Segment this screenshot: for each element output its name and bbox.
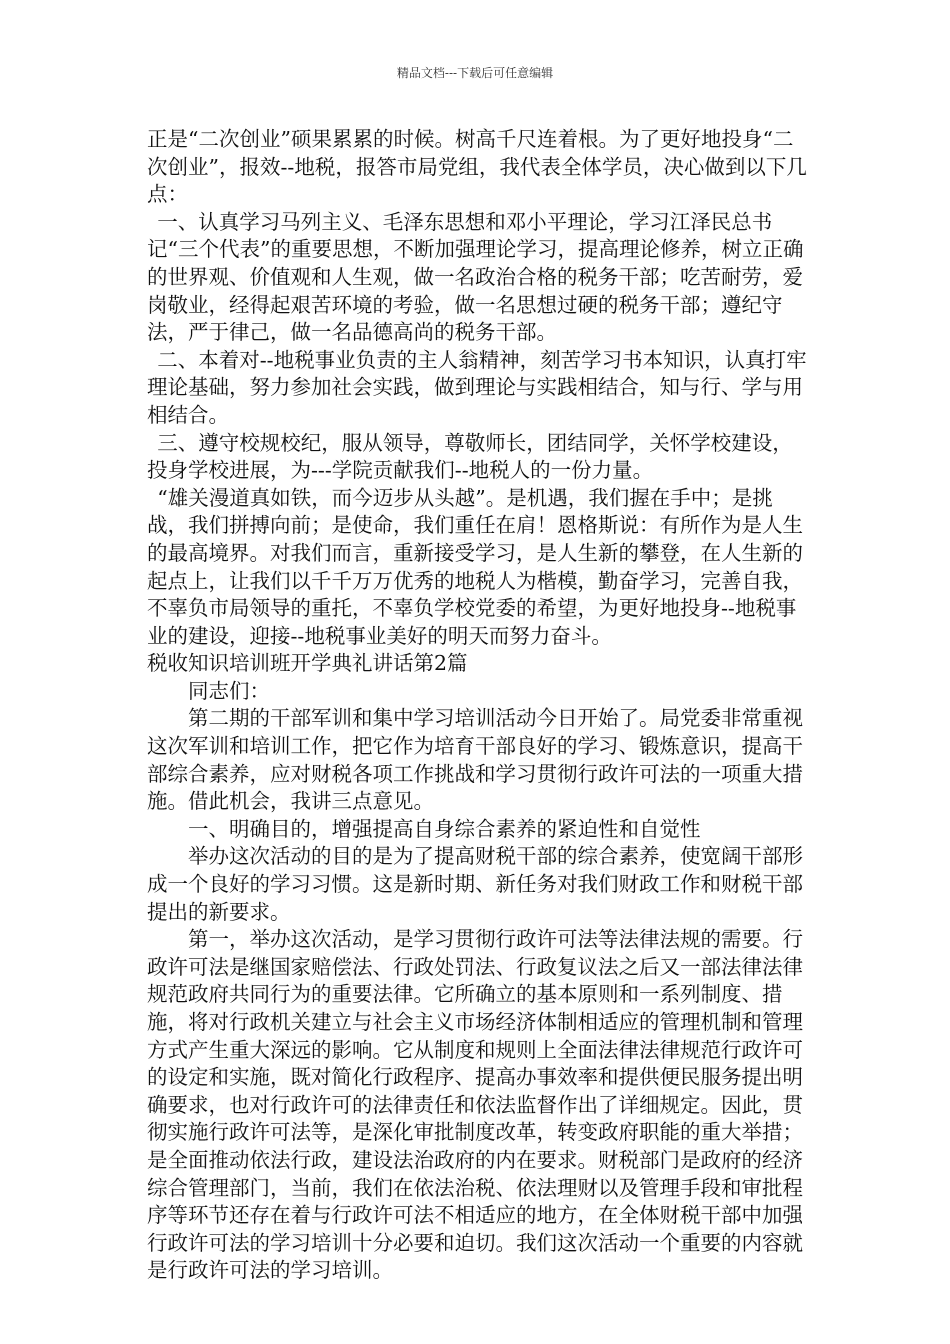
section-title: 税收知识培训班开学典礼讲话第2篇 bbox=[147, 651, 468, 676]
paragraph: 三、遵守校规校纪，服从领导，尊敬师长，团结同学，关怀学校建设，投身学校进展，为---学院贡献我们--地税人的一份力量。 bbox=[147, 430, 793, 483]
paragraph: 举办这次活动的目的是为了提高财税干部的综合素养，使宽阔干部形成一个良好的学习习惯。这是新时期、新任务对我们财政工作和财税干部提出的新要求。 bbox=[147, 844, 803, 924]
paragraph: 一、认真学习马列主义、毛泽东思想和邓小平理论，学习江泽民总书记“三个代表”的重要思想，不断加强理论学习，提高理论修养，树立正确的世界观、价值观和人生观，做一名政治合格的税务干部；吃苦耐劳，爱岗敬业，经得起艰苦环境的考验，做一名思想过硬的税务干部；遵纪守法，严于律己，做一名品德高尚的税务干部。 bbox=[147, 209, 804, 345]
document-body bbox=[147, 126, 807, 1285]
paragraph: 二、本着对--地税事业负责的主人翁精神，刻苦学习书本知识，认真打牢理论基础，努力参加社会实践，做到理论与实践相结合，知与行、学与用相结合。 bbox=[147, 347, 807, 427]
paragraph: 正是“二次创业”硕果累累的时候。树高千尺连着根。为了更好地投身“二次创业”，报效--地税，报答市局党组，我代表全体学员，决心做到以下几点： bbox=[147, 127, 807, 207]
page-header: 精品文档---下载后可任意编辑 bbox=[396, 66, 554, 80]
section-heading: 一、明确目的，增强提高自身综合素养的紧迫性和自觉性 bbox=[188, 816, 701, 841]
paragraph: 第二期的干部军训和集中学习培训活动今日开始了。局党委非常重视这次军训和培训工作，把它作为培育干部良好的学习、锻炼意识，提高干部综合素养，应对财税各项工作挑战和学习贯彻行政许可法的一项重大措施。借此机会，我讲三点意见。 bbox=[147, 706, 803, 814]
salutation: 同志们： bbox=[188, 678, 270, 703]
paragraph: “雄关漫道真如铁，而今迈步从头越”。是机遇，我们握在手中；是挑战，我们拼搏向前；是使命，我们重任在肩！恩格斯说：有所作为是人生的最高境界。对我们而言，重新接受学习，是人生新的攀登，在人生新的起点上，让我们以千千万万优秀的地税人为楷模，勤奋学习，完善自我，不辜负市局领导的重托，不辜负学校党委的希望，为更好地投身--地税事业的建设，迎接--地税事业美好的明天而努力奋斗。 bbox=[147, 485, 803, 648]
paragraph: 第一，举办这次活动，是学习贯彻行政许可法等法律法规的需要。行政许可法是继国家赔偿法、行政处罚法、行政复议法之后又一部法律法律规范政府共同行为的重要法律。它所确立的基本原则和一系列制度、措施，将对行政机关建立与社会主义市场经济体制相适应的管理机制和管理方式产生重大深远的影响。它从制度和规则上全面法律法律规范行政许可的设定和实施，既对简化行政程序、提高办事效率和提供便民服务提出明确要求，也对行政许可的法律责任和依法监督作出了详细规定。因此，贯彻实施行政许可法等，是深化审批制度改革，转变政府职能的重大举措；是全面推动依法行政，建设法治政府的内在要求。财税部门是政府的经济综合管理部门，当前，我们在依法治税、依法理财以及管理手段和审批程序等环节还存在着与行政许可法不相适应的地方，在全体财税干部中加强行政许可法的学习培训十分必要和迫切。我们这次活动一个重要的内容就是行政许可法的学习培训。 bbox=[147, 927, 803, 1283]
